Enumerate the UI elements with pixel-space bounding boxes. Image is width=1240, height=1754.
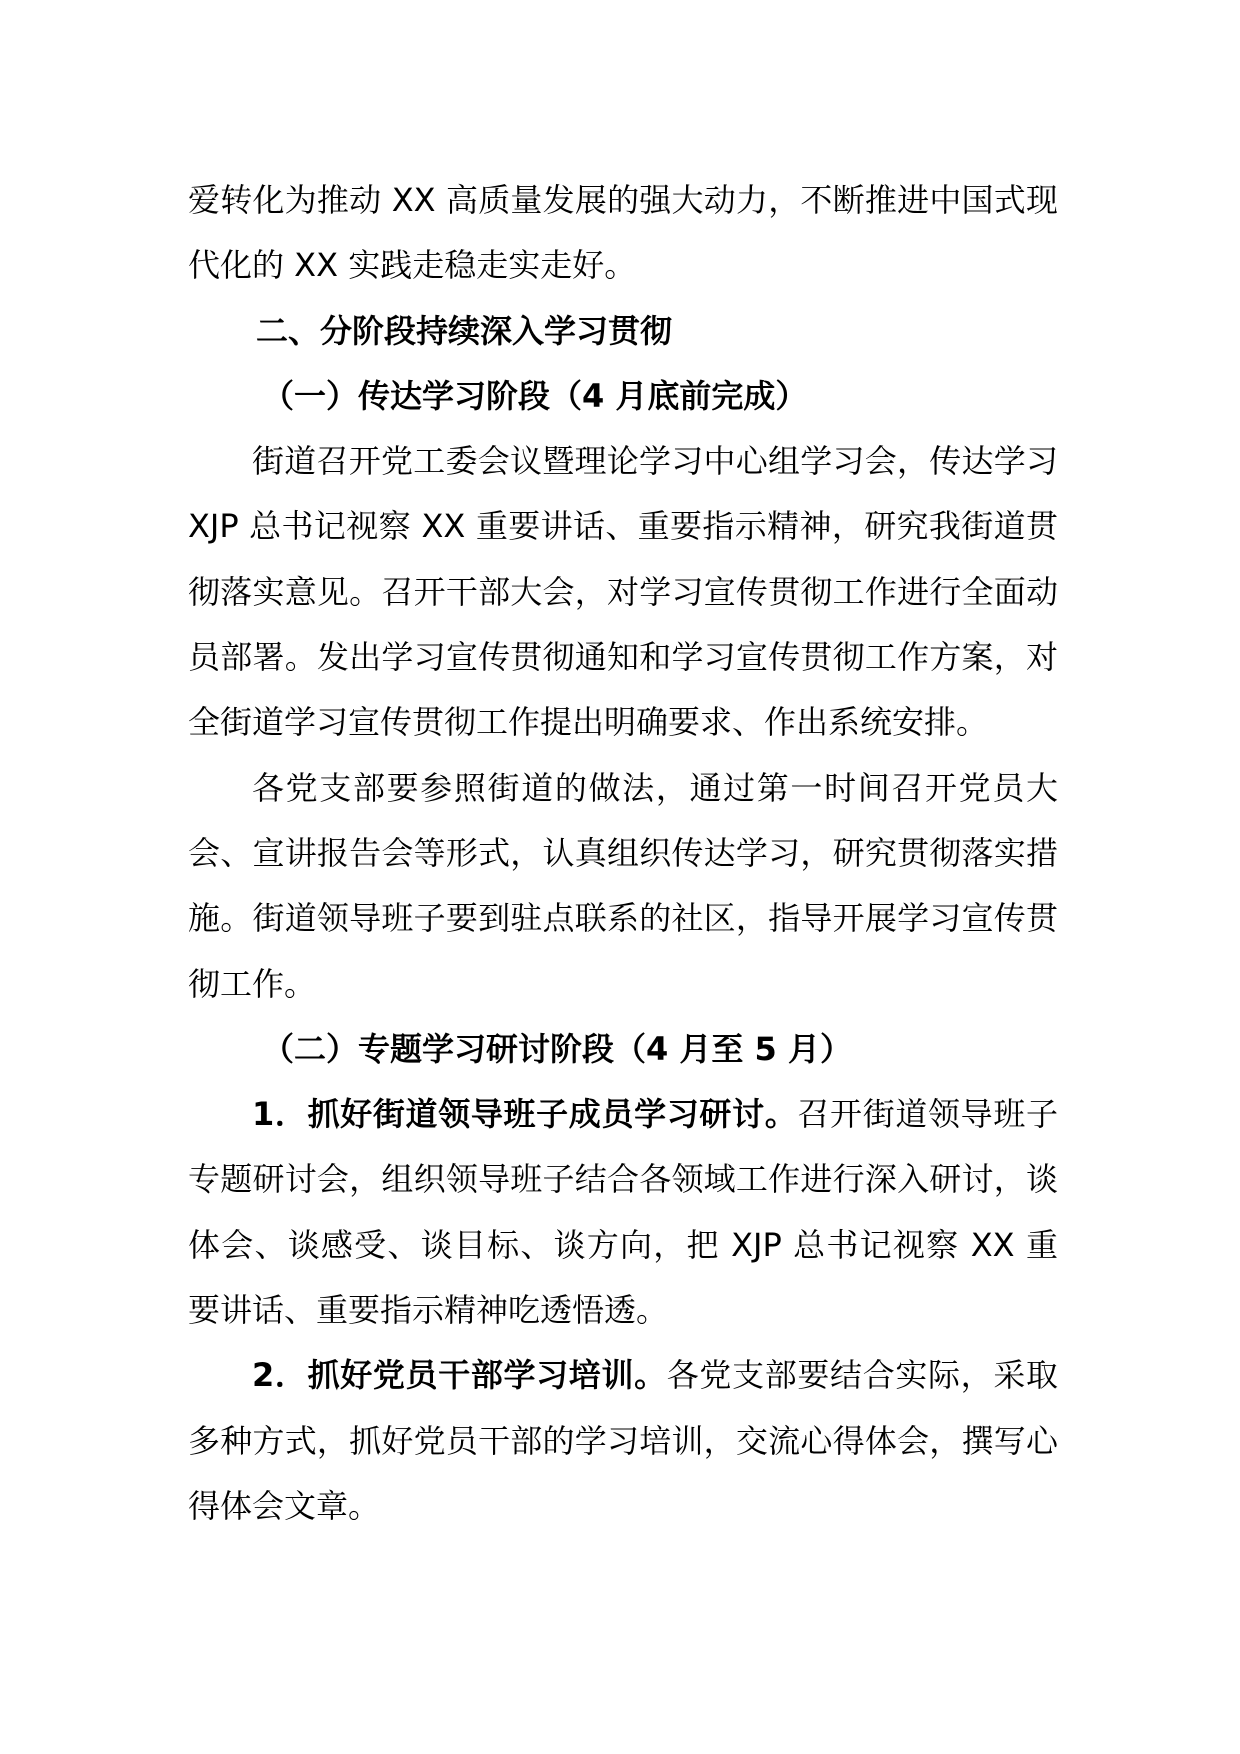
document-body xyxy=(188,168,1058,1539)
list-item-2-text: 各党支部要结合实际，采取多种方式，抓好党员干部的学习培训，交流心得体会，撰写心得体会文章。 xyxy=(188,1356,1058,1525)
paragraph-continuation: 爱转化为推动 XX 高质量发展的强大动力，不断推进中国式现代化的 XX 实践走稳走实走好。 xyxy=(188,181,1058,285)
list-item-1 xyxy=(188,1082,1058,1343)
list-item-2-lead: 2．抓好党员干部学习培训。 xyxy=(252,1356,667,1395)
subsection-heading-2: （二）专题学习研讨阶段（4 月至 5 月） xyxy=(262,1029,852,1068)
subsection-heading-1: （一）传达学习阶段（4 月底前完成） xyxy=(262,376,808,415)
paragraph-party-branches: 各党支部要参照街道的做法，通过第一时间召开党员大会、宣讲报告会等形式，认真组织传达学习，研究贯彻落实措施。街道领导班子要到驻点联系的社区，指导开展学习宣传贯彻工作。 xyxy=(188,768,1058,1003)
paragraph-study-meeting: 街道召开党工委会议暨理论学习中心组学习会，传达学习 XJP 总书记视察 XX 重要讲话、重要指示精神，研究我街道贯彻落实意见。召开干部大会，对学习宣传贯彻工作进行全面动员部署。发出学习宣传贯彻通知和学习宣传贯彻工作方案，对全街道学习宣传贯彻工作提出明确要求、作出系统安排。 xyxy=(188,442,1058,742)
section-heading-2: 二、分阶段持续深入学习贯彻 xyxy=(256,311,673,350)
list-item-1-text: 召开街道领导班子专题研讨会，组织领导班子结合各领域工作进行深入研讨，谈体会、谈感受、谈目标、谈方向，把 XJP 总书记视察 XX 重要讲话、重要指示精神吃透悟透。 xyxy=(188,1095,1058,1330)
list-item-2 xyxy=(188,1343,1058,1539)
list-item-1-lead: 1．抓好街道领导班子成员学习研讨。 xyxy=(252,1095,798,1134)
